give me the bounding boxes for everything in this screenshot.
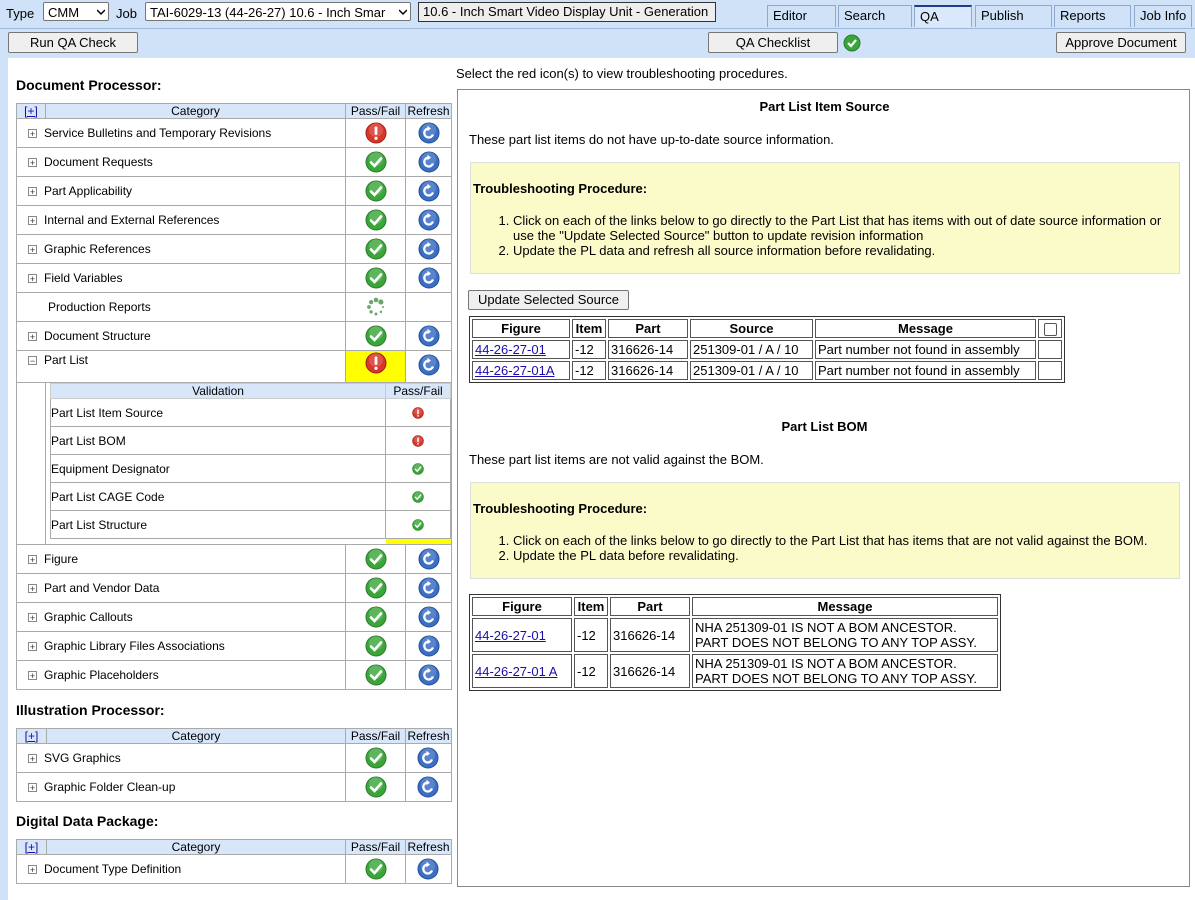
category-row: [17, 545, 452, 574]
highlight-marker: [386, 539, 451, 545]
pass-check-icon: [365, 858, 387, 880]
document-processor-table: [16, 103, 452, 690]
category-row: [17, 206, 452, 235]
item-source-table: [469, 316, 1065, 383]
refresh-icon[interactable]: [418, 635, 440, 657]
tab-reports[interactable]: Reports: [1054, 5, 1131, 27]
refresh-icon[interactable]: [418, 267, 440, 289]
pass-fail-cell: [346, 603, 406, 632]
refresh-icon[interactable]: [417, 858, 439, 880]
category-cell[interactable]: [17, 632, 346, 661]
figure-link-cell[interactable]: [472, 654, 572, 688]
category-cell[interactable]: [17, 264, 346, 293]
item-cell: -12: [574, 618, 608, 652]
category-label: Graphic Callouts: [44, 610, 133, 624]
category-label: Part List: [44, 353, 89, 367]
fail-alert-icon[interactable]: [412, 435, 424, 447]
expand-toggle-icon[interactable]: +: [29, 187, 36, 198]
expand-toggle-icon[interactable]: +: [29, 613, 36, 624]
category-row: [17, 855, 452, 884]
pass-check-icon: [365, 747, 387, 769]
pass-fail-cell: [346, 119, 406, 148]
expand-all-link[interactable]: [+]: [17, 104, 46, 119]
figure-header: Figure: [472, 319, 570, 338]
troubleshooting-box: [470, 482, 1180, 579]
expand-toggle-icon[interactable]: +: [29, 332, 36, 343]
chevron-down-icon: [399, 8, 407, 16]
tab-editor[interactable]: Editor: [767, 5, 836, 27]
bom-description: These part list items are not valid against the BOM.: [469, 452, 764, 467]
pass-fail-cell: [346, 235, 406, 264]
validation-row: [51, 455, 451, 483]
refresh-cell: [406, 177, 452, 206]
category-row: [17, 322, 452, 351]
table-row: [472, 340, 1062, 359]
category-row: [17, 119, 452, 148]
message-cell: Part number not found in assembly: [815, 340, 1036, 359]
document-processor-title: Document Processor:: [16, 77, 162, 93]
figure-link[interactable]: 44-26-27-01: [475, 627, 546, 643]
digital-data-package-table: [16, 839, 452, 884]
pass-fail-header: Pass/Fail: [346, 729, 406, 744]
pass-check-icon: [412, 491, 424, 503]
type-select-value: CMM: [48, 5, 80, 20]
category-header: Category: [46, 104, 346, 119]
figure-link-cell[interactable]: [472, 618, 572, 652]
refresh-cell: [405, 773, 451, 802]
category-label: Document Type Definition: [44, 862, 182, 876]
pass-fail-cell: [346, 545, 406, 574]
category-label: Document Structure: [44, 329, 151, 343]
validation-table: [50, 383, 451, 544]
category-row: [17, 574, 452, 603]
refresh-icon[interactable]: [418, 238, 440, 260]
category-cell[interactable]: [17, 351, 346, 383]
validation-row: [51, 511, 451, 539]
troubleshooting-title: Troubleshooting Procedure:: [473, 501, 648, 516]
refresh-cell: [406, 322, 452, 351]
pass-fail-header: Pass/Fail: [346, 104, 406, 119]
category-row: [17, 744, 452, 773]
pass-fail-cell: [346, 773, 406, 802]
refresh-cell: [406, 574, 452, 603]
refresh-icon[interactable]: [418, 606, 440, 628]
qa-checklist-button[interactable]: QA Checklist: [708, 32, 838, 53]
category-row: [17, 351, 452, 383]
category-row: [17, 603, 452, 632]
refresh-cell: [406, 235, 452, 264]
refresh-cell: [406, 545, 452, 574]
tab-publish[interactable]: Publish: [975, 5, 1052, 27]
category-label: SVG Graphics: [44, 751, 121, 765]
pass-check-icon: [365, 606, 387, 628]
figure-link[interactable]: 44-26-27-01: [475, 342, 546, 357]
row-checkbox-cell: [1038, 361, 1062, 380]
refresh-icon[interactable]: [418, 664, 440, 686]
refresh-cell: [406, 264, 452, 293]
category-cell[interactable]: [17, 293, 346, 322]
job-select-value: TAI-6029-13 (44-26-27) 10.6 - Inch Smar: [150, 5, 386, 20]
digital-data-package-title: Digital Data Package:: [16, 813, 159, 829]
pass-fail-header: Pass/Fail: [386, 384, 451, 399]
figure-link[interactable]: 44-26-27-01 A: [475, 663, 558, 679]
expand-toggle-icon[interactable]: +: [29, 274, 36, 285]
toolbar: [0, 29, 1195, 58]
part-cell: 316626-14: [610, 654, 690, 688]
validation-status-cell: [386, 511, 451, 539]
pass-fail-cell: [346, 293, 406, 322]
pass-fail-cell: [346, 206, 406, 235]
category-label: Field Variables: [44, 271, 123, 285]
item-header: Item: [572, 319, 606, 338]
pass-check-icon: [365, 238, 387, 260]
illustration-processor-title: Illustration Processor:: [16, 702, 165, 718]
refresh-cell: [406, 293, 452, 322]
item-header: Item: [574, 597, 608, 616]
troubleshooting-steps: [471, 213, 1179, 258]
expand-toggle-icon[interactable]: +: [29, 158, 36, 169]
validation-status-cell: [386, 483, 451, 511]
refresh-header: Refresh: [407, 839, 450, 854]
message-cell: [692, 618, 998, 652]
item-cell: -12: [572, 340, 606, 359]
refresh-icon[interactable]: [418, 354, 440, 376]
category-label: Figure: [44, 552, 79, 566]
category-cell[interactable]: [17, 545, 346, 574]
refresh-icon[interactable]: [418, 209, 440, 231]
refresh-icon[interactable]: [418, 122, 440, 144]
expand-toggle-icon[interactable]: +: [29, 642, 36, 653]
expand-all-link[interactable]: [+]: [17, 729, 47, 744]
part-cell: 316626-14: [610, 618, 690, 652]
expand-toggle-icon[interactable]: +: [29, 555, 36, 566]
validation-status-cell: [386, 455, 451, 483]
item-cell: -12: [574, 654, 608, 688]
illustration-processor-table: [16, 728, 452, 802]
step: 1. Click on each of the links below to go directly to the Part List that has items that are not valid against the BOM.: [513, 533, 1147, 548]
expand-toggle-icon[interactable]: +: [29, 129, 36, 140]
message-header: Message: [815, 319, 1036, 338]
validation-row: [51, 483, 451, 511]
left-edge-bar: [0, 58, 8, 900]
validation-status-cell: [386, 427, 451, 455]
pass-fail-header: Pass/Fail: [346, 840, 406, 855]
refresh-cell: [406, 206, 452, 235]
pass-fail-cell: [346, 661, 406, 690]
category-row: [17, 148, 452, 177]
approve-document-button[interactable]: Approve Document: [1056, 32, 1186, 53]
pass-check-icon: [365, 577, 387, 599]
validation-row: [51, 427, 451, 455]
category-cell[interactable]: [17, 855, 346, 884]
expand-toggle-icon[interactable]: −: [29, 356, 36, 367]
category-row: [17, 177, 452, 206]
type-select[interactable]: [43, 2, 109, 21]
category-label: Part Applicability: [44, 184, 133, 198]
refresh-icon[interactable]: [418, 151, 440, 173]
message-line: NHA 251309-01 IS NOT A BOM ANCESTOR.: [695, 656, 957, 671]
pass-fail-cell: [346, 148, 406, 177]
pass-check-icon: [412, 519, 424, 531]
refresh-icon[interactable]: [417, 776, 439, 798]
validation-status-cell: [386, 399, 451, 427]
refresh-cell: [405, 744, 451, 773]
category-cell[interactable]: [17, 773, 346, 802]
validation-label: Part List Structure: [51, 511, 386, 539]
expand-toggle-icon[interactable]: +: [29, 783, 36, 794]
pass-check-icon: [365, 635, 387, 657]
figure-link-cell[interactable]: [472, 361, 570, 380]
refresh-cell: [406, 148, 452, 177]
instruction-text: Select the red icon(s) to view troubleshooting procedures.: [456, 66, 788, 81]
refresh-icon[interactable]: [418, 577, 440, 599]
category-label: Internal and External References: [44, 213, 220, 227]
source-cell: 251309-01 / A / 10: [690, 361, 813, 380]
category-cell[interactable]: [17, 235, 346, 264]
message-cell: [692, 654, 998, 688]
pass-check-icon: [365, 180, 387, 202]
figure-header: Figure: [472, 597, 572, 616]
refresh-cell: [406, 632, 452, 661]
troubleshooting-panel: [457, 89, 1190, 887]
part-cell: 316626-14: [608, 361, 688, 380]
item-cell: -12: [572, 361, 606, 380]
message-cell: Part number not found in assembly: [815, 361, 1036, 380]
tab-search[interactable]: Search: [838, 5, 912, 27]
source-cell: 251309-01 / A / 10: [690, 340, 813, 359]
expand-toggle-icon[interactable]: +: [29, 584, 36, 595]
update-selected-source-button[interactable]: Update Selected Source: [468, 290, 629, 310]
pass-check-icon: [365, 151, 387, 173]
pass-check-icon: [365, 209, 387, 231]
pass-fail-cell: [346, 632, 406, 661]
category-row: [17, 661, 452, 690]
category-cell[interactable]: [17, 574, 346, 603]
job-select[interactable]: [145, 2, 411, 21]
figure-link-cell[interactable]: [472, 340, 570, 359]
fail-alert-icon[interactable]: [365, 352, 387, 374]
pass-fail-cell: [346, 351, 406, 383]
pass-check-icon: [412, 463, 424, 475]
refresh-cell: [406, 119, 452, 148]
checklist-pass-icon: [843, 34, 861, 52]
part-header: Part: [608, 319, 688, 338]
type-label: Type: [6, 6, 35, 21]
category-header: Category: [46, 729, 345, 744]
tab-qa[interactable]: QA: [914, 5, 972, 27]
validation-row: [51, 399, 451, 427]
part-list-details-row: [17, 383, 452, 545]
validation-label: Part List CAGE Code: [51, 483, 386, 511]
validation-label: Equipment Designator: [51, 455, 386, 483]
category-label: Document Requests: [44, 155, 153, 169]
pass-check-icon: [365, 776, 387, 798]
job-label: Job: [116, 6, 137, 21]
refresh-header: Refresh: [407, 103, 450, 118]
expand-toggle-icon[interactable]: +: [29, 865, 36, 876]
category-header: Category: [46, 840, 345, 855]
category-row: [17, 235, 452, 264]
expand-toggle-icon[interactable]: +: [29, 245, 36, 256]
message-line: PART DOES NOT BELONG TO ANY TOP ASSY.: [695, 671, 978, 686]
refresh-cell: [406, 661, 452, 690]
category-row: [17, 773, 452, 802]
table-row: [472, 618, 998, 652]
category-cell[interactable]: [17, 177, 346, 206]
row-checkbox-cell: [1038, 340, 1062, 359]
refresh-icon[interactable]: [418, 180, 440, 202]
pass-fail-cell: [346, 744, 406, 773]
category-label: Graphic Placeholders: [44, 668, 159, 682]
top-bar: [0, 0, 1195, 29]
category-cell[interactable]: [17, 119, 346, 148]
run-qa-check-button[interactable]: Run QA Check: [8, 32, 138, 53]
refresh-cell: [405, 855, 451, 884]
expand-toggle-icon[interactable]: +: [29, 754, 36, 765]
troubleshooting-title: Troubleshooting Procedure:: [473, 181, 648, 196]
pass-check-icon: [365, 267, 387, 289]
pass-fail-cell: [346, 264, 406, 293]
category-label: Graphic References: [44, 242, 151, 256]
pass-fail-cell: [346, 177, 406, 206]
category-cell[interactable]: [17, 603, 346, 632]
item-source-description: These part list items do not have up-to-date source information.: [469, 132, 834, 147]
tab-job-info[interactable]: Job Info: [1134, 5, 1192, 27]
category-cell[interactable]: [17, 744, 346, 773]
category-label: Graphic Library Files Associations: [44, 639, 225, 653]
pass-check-icon: [365, 664, 387, 686]
category-cell[interactable]: [17, 206, 346, 235]
message-line: PART DOES NOT BELONG TO ANY TOP ASSY.: [695, 635, 978, 650]
category-cell[interactable]: [17, 322, 346, 351]
part-header: Part: [610, 597, 690, 616]
loading-spinner-icon: [365, 296, 387, 318]
step: 2. Update the PL data before revalidating.: [513, 548, 1147, 563]
category-row: [17, 632, 452, 661]
bom-table: [469, 594, 1001, 691]
refresh-icon[interactable]: [418, 325, 440, 347]
message-header: Message: [692, 597, 998, 616]
message-line: NHA 251309-01 IS NOT A BOM ANCESTOR.: [695, 620, 957, 635]
pass-check-icon: [365, 325, 387, 347]
category-cell[interactable]: [17, 148, 346, 177]
step: 1. Click on each of the links below to go directly to the Part List that has items with out of date source information or use the "Update Selected Source" button to update revision information: [513, 213, 1179, 243]
validation-header: Validation: [51, 384, 386, 399]
validation-label: Part List BOM: [51, 427, 386, 455]
category-label: Production Reports: [48, 300, 151, 314]
figure-link[interactable]: 44-26-27-01A: [475, 363, 555, 378]
refresh-header: Refresh: [407, 728, 450, 743]
validation-label: Part List Item Source: [51, 399, 386, 427]
expand-toggle-icon[interactable]: +: [29, 671, 36, 682]
category-label: Graphic Folder Clean-up: [44, 780, 176, 794]
chevron-down-icon: [97, 8, 105, 16]
source-header: Source: [690, 319, 813, 338]
category-label: Part and Vendor Data: [44, 581, 160, 595]
select-all-checkbox[interactable]: [1038, 319, 1062, 338]
category-label: Service Bulletins and Temporary Revisions: [44, 126, 272, 140]
refresh-icon[interactable]: [418, 548, 440, 570]
troubleshooting-steps: [471, 533, 1147, 563]
troubleshooting-box: [470, 162, 1180, 274]
fail-alert-icon[interactable]: [412, 407, 424, 419]
fail-alert-icon[interactable]: [365, 122, 387, 144]
refresh-icon[interactable]: [417, 747, 439, 769]
pass-fail-cell: [346, 322, 406, 351]
pass-fail-cell: [346, 574, 406, 603]
expand-toggle-icon[interactable]: +: [29, 216, 36, 227]
category-row: [17, 293, 452, 322]
part-cell: 316626-14: [608, 340, 688, 359]
step: 2. Update the PL data and refresh all source information before revalidating.: [513, 243, 1179, 258]
pass-fail-cell: [346, 855, 406, 884]
expand-all-link[interactable]: [+]: [17, 840, 47, 855]
category-cell[interactable]: [17, 661, 346, 690]
table-row: [472, 654, 998, 688]
table-row: [472, 361, 1062, 380]
refresh-cell: [406, 603, 452, 632]
document-title-field: 10.6 - Inch Smart Video Display Unit - Generation: [418, 2, 716, 22]
refresh-cell: [406, 351, 452, 383]
category-row: [17, 264, 452, 293]
pass-check-icon: [365, 548, 387, 570]
section-title-item-source: Part List Item Source: [759, 99, 890, 114]
section-title-bom: Part List BOM: [781, 419, 868, 434]
